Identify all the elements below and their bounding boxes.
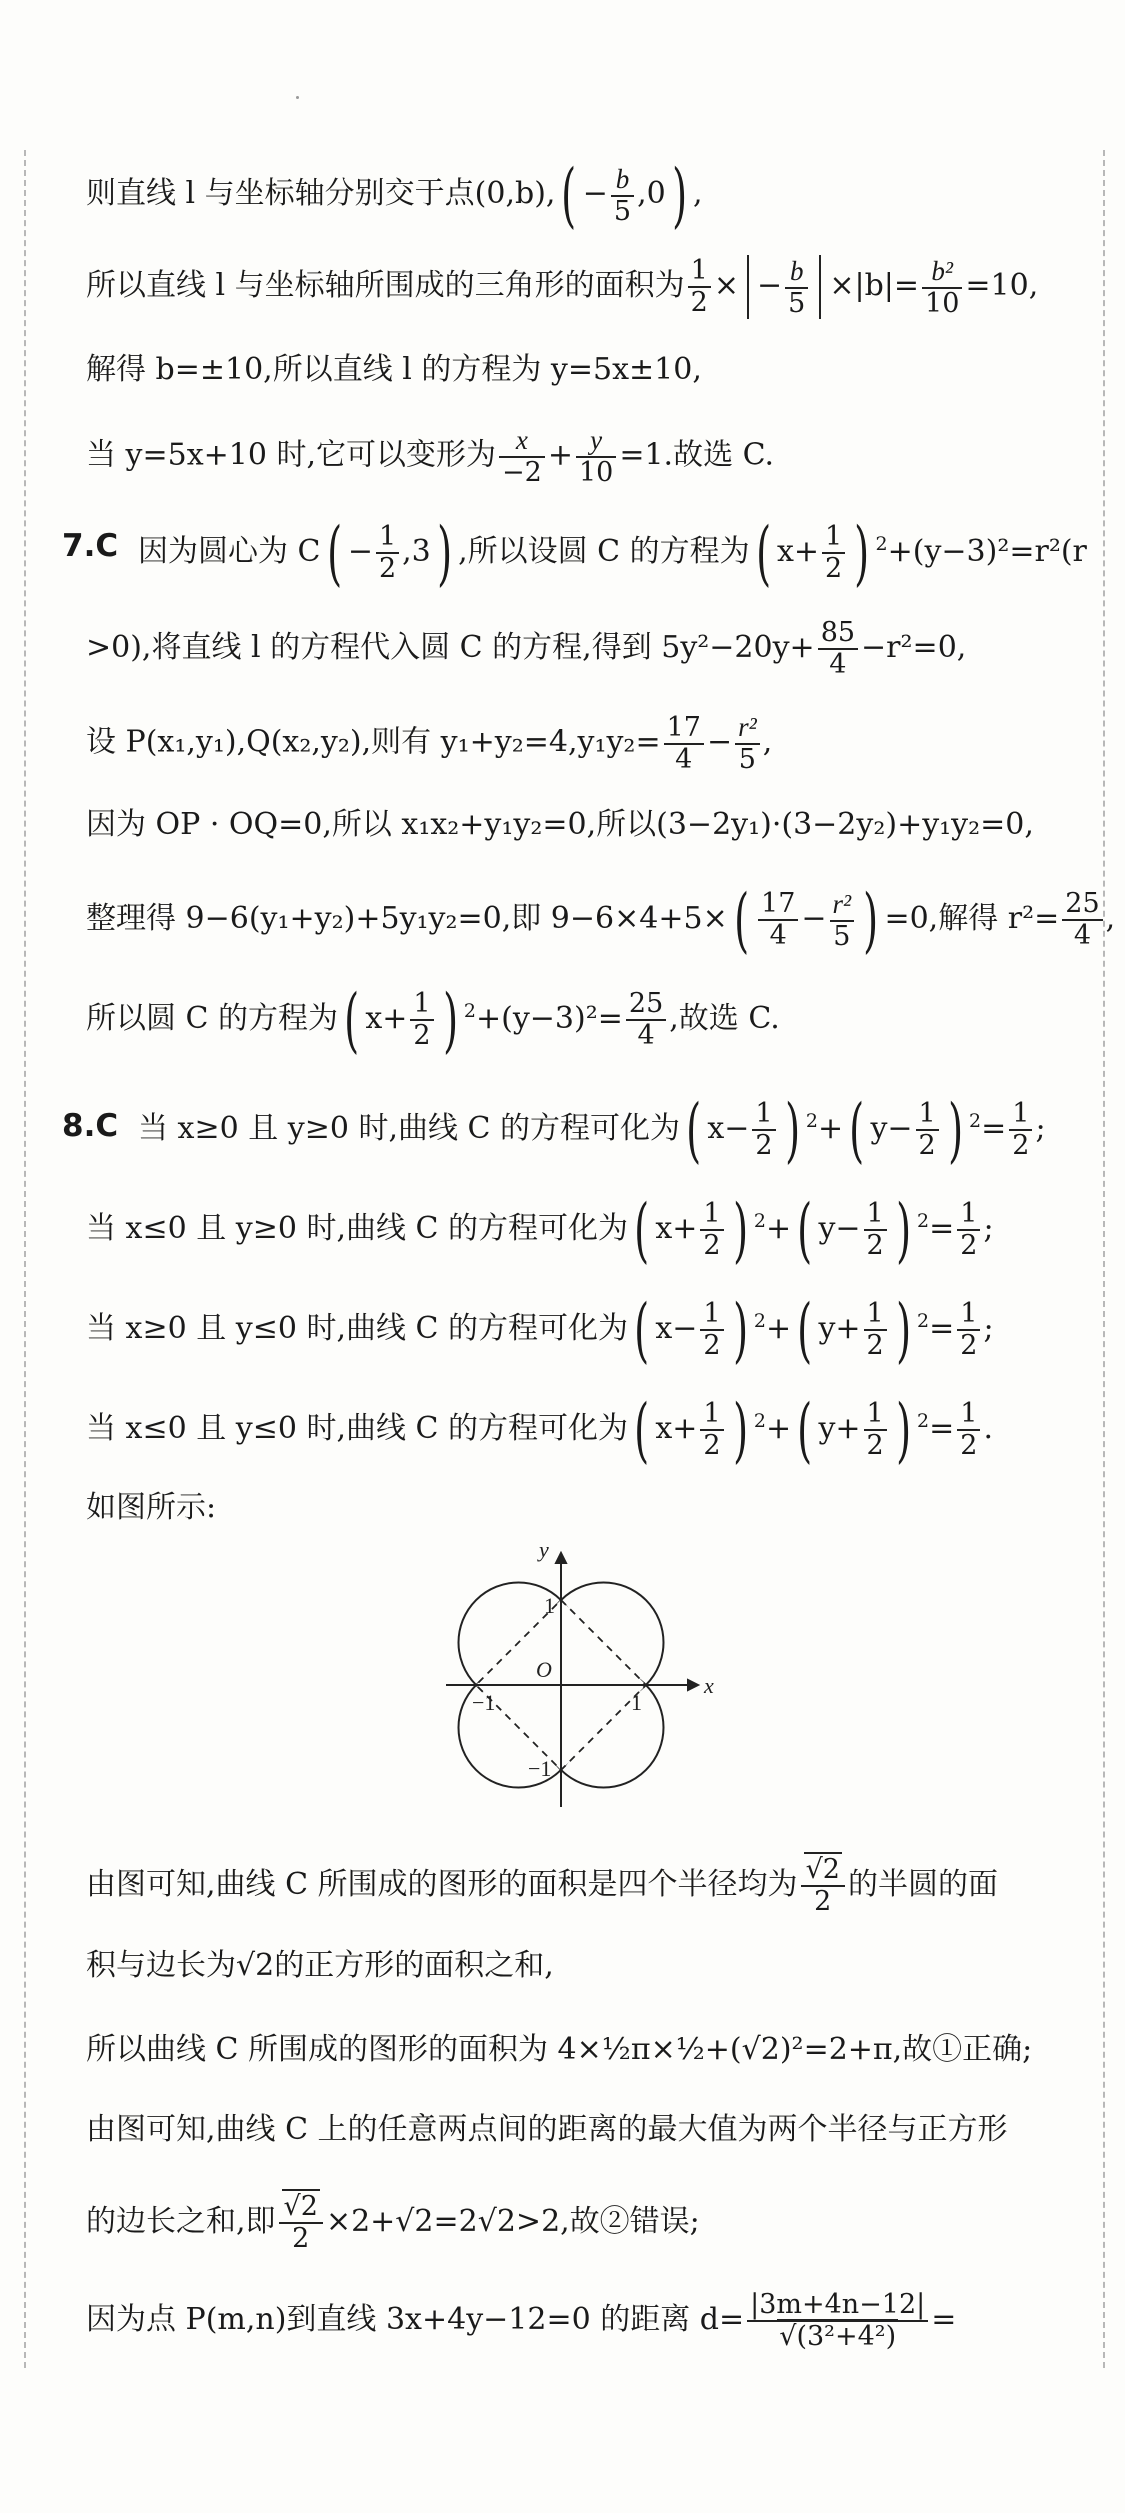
y-label: y [539, 1537, 549, 1562]
q8-line-6: 由图可知,曲线 C 所围成的图形的面积是四个半径均为 $\frac{√2}{2}$ 的半圆的面 [86, 1854, 998, 1917]
q7-line-1: 因为圆心为 C( − $\frac{1}{2}$ ,3) ,所以设圆 C 的方程为( x+ $\frac{1}{2}$ ) $^2$+(y−3)²=r²(r [138, 512, 1087, 594]
tick-x-1: 1 [631, 1690, 642, 1715]
q8-line-4: 当 x≤0 且 y≤0 时,曲线 C 的方程可化为( x+ $\frac{1}{2}$ ) $^2$+( y+ $\frac{1}{2}$ ) $^2$= $\frac{1}{2}$ . [86, 1389, 994, 1471]
x-axis-arrow [688, 1680, 698, 1690]
text-line-1: 则直线 l 与坐标轴分别交于点(0,b),( − $\frac{b}{5}$ ,0) , [86, 154, 703, 236]
tick-y-1: 1 [544, 1593, 555, 1618]
q8-line-11: 因为点 P(m,n)到直线 3x+4y−12=0 的距离 d= $\frac{|3m+4n-12|}{\text{√(3²+4²)}}$ = [86, 2289, 957, 2352]
q7-line-6: 所以圆 C 的方程为( x+ $\frac{1}{2}$ ) $^2$+(y−3)²= $\frac{25}{4}$ ,故选 C. [86, 979, 780, 1061]
y-axis-arrow [556, 1553, 566, 1563]
q7-line-5: 整理得 9−6(y₁+y₂)+5y₁y₂=0,即 9−6×4+5×( $\frac{17}{4}$ − $\frac{\text{r²}}{5}$ ) =0,解得 r²= $\frac{25}{4}$ , [86, 879, 1116, 961]
left-margin-line [24, 150, 26, 2368]
q8-line-7: 积与边长为√2的正方形的面积之和, [86, 1948, 554, 1983]
scan-dot [296, 96, 299, 99]
q7-line-2: >0),将直线 l 的方程代入圆 C 的方程,得到 5y²−20y+ $\frac{85}{4}$ −r²=0, [86, 617, 967, 680]
curve-figure [436, 1535, 716, 1815]
q8-line-3: 当 x≥0 且 y≤0 时,曲线 C 的方程可化为( x− $\frac{1}{2}$ ) $^2$+( y+ $\frac{1}{2}$ ) $^2$= $\frac{1}{2}$ ; [86, 1289, 994, 1371]
q7-line-4: 因为 OP · OQ=0,所以 x₁x₂+y₁y₂=0,所以(3−2y₁)·(3−2y₂)+y₁y₂=0, [86, 807, 1034, 842]
tick-x-m1: −1 [472, 1690, 496, 1715]
q7-line-3: 设 P(x₁,y₁),Q(x₂,y₂),则有 y₁+y₂=4,y₁y₂= $\frac{17}{4}$ − $\frac{\text{r²}}{5}$ , [86, 711, 773, 775]
text-line-2: 所以直线 l 与坐标轴所围成的三角形的面积为 $\frac{1}{2}$ × − $\frac{b}{5}$ ×|b|= $\frac{\text{b²}}{10}$ =10, [86, 255, 1039, 319]
q8-line-9: 由图可知,曲线 C 上的任意两点间的距离的最大值为两个半径与正方形 [86, 2112, 1008, 2147]
right-margin-line [1103, 150, 1105, 2368]
origin-label: O [536, 1657, 552, 1682]
x-label: x [704, 1673, 714, 1698]
q8-line-1: 当 x≥0 且 y≥0 时,曲线 C 的方程可化为( x− $\frac{1}{2}$ ) $^2$+( y− $\frac{1}{2}$ ) $^2$= $\frac{1}{2}$ ; [138, 1089, 1046, 1171]
q8-line-10: 的边长之和,即 $\frac{√2}{2}$ ×2+√2=2√2>2,故②错误; [86, 2191, 700, 2254]
q8-line-5: 如图所示: [86, 1490, 217, 1525]
question-7-label: 7.C [62, 528, 119, 564]
text-line-4: 当 y=5x+10 时,它可以变形为 $\frac{x}{-2}$ + $\frac{y}{10}$ =1.故选 C. [86, 425, 775, 488]
q8-line-2: 当 x≤0 且 y≥0 时,曲线 C 的方程可化为( x+ $\frac{1}{2}$ ) $^2$+( y− $\frac{1}{2}$ ) $^2$= $\frac{1}{2}$ ; [86, 1189, 994, 1271]
tick-y-m1: −1 [528, 1756, 552, 1781]
q8-line-8: 所以曲线 C 所围成的图形的面积为 4×½π×½+(√2)²=2+π,故①正确; [86, 2032, 1033, 2067]
question-8-label: 8.C [62, 1108, 119, 1144]
text-line-3: 解得 b=±10,所以直线 l 的方程为 y=5x±10, [86, 352, 702, 387]
